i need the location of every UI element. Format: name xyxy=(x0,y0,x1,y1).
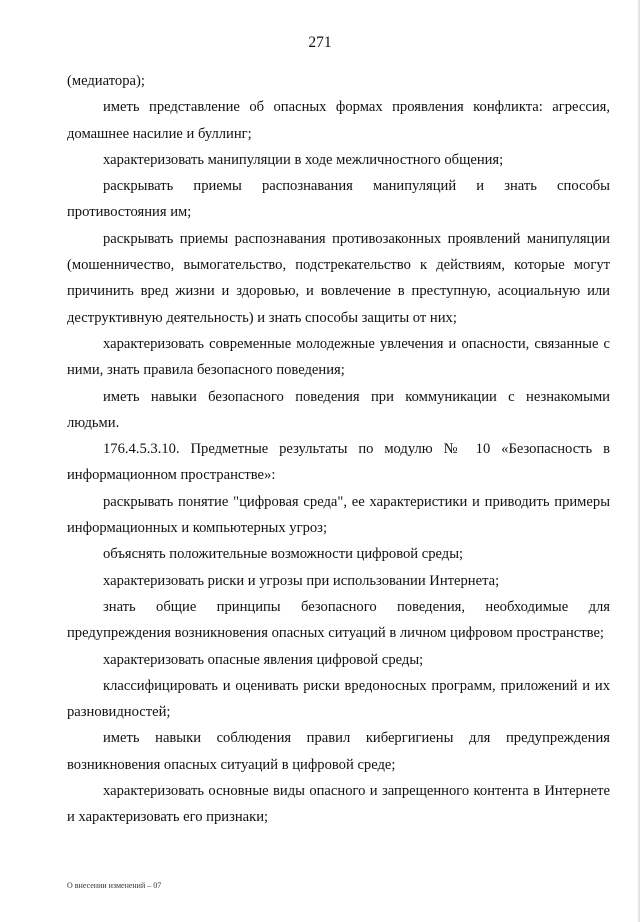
paragraph: знать общие принципы безопасного поведения, необходимые для предупреждения возникновения опасных ситуаций в личном цифровом пространстве; xyxy=(67,598,610,642)
page-footer: О внесении изменений – 07 xyxy=(67,881,162,890)
paragraph: раскрывать приемы распознавания манипуляций и знать способы противостояния им; xyxy=(67,178,610,221)
paragraph: характеризовать современные молодежные увлечения и опасности, связанные с ними, знать правила безопасного поведения; xyxy=(67,335,610,379)
paragraph: характеризовать основные виды опасного и запрещенного контента в Интернете и характеризовать его признаки; xyxy=(67,783,610,826)
paragraph: характеризовать риски и угрозы при использовании Интернета; xyxy=(103,572,500,589)
section-heading-paragraph: 176.4.5.3.10. Предметные результаты по модулю № 10 «Безопасность в информационном пространстве»: xyxy=(67,441,610,484)
paragraph: объяснять положительные возможности цифровой среды; xyxy=(103,546,464,563)
page-number: 271 xyxy=(308,34,332,51)
paragraph: классифицировать и оценивать риски вредоносных программ, приложений и их разновидностей; xyxy=(67,677,610,721)
paragraph: характеризовать опасные явления цифровой среды; xyxy=(103,651,424,668)
paragraph: раскрывать приемы распознавания противозаконных проявлений манипуляции (мошенничество, вымогательство, подстрекательство к действиям, которые могут причинить вред жизни и здоровью, и вовлечение в преступную, асоциальную или деструктивную деятельность) и знать способы защиты от них; xyxy=(67,230,610,326)
document-body xyxy=(67,68,610,831)
paragraph: иметь навыки безопасного поведения при коммуникации с незнакомыми людьми. xyxy=(67,388,610,431)
paragraph: раскрывать понятие "цифровая среда", ее характеристики и приводить примеры информационных и компьютерных угроз; xyxy=(67,493,610,537)
paragraph: характеризовать манипуляции в ходе межличностного общения; xyxy=(103,151,504,168)
paragraph: иметь представление об опасных формах проявления конфликта: агрессия, домашнее насилие и буллинг; xyxy=(67,99,610,142)
paragraph: (медиатора); xyxy=(67,73,145,89)
paragraph: иметь навыки соблюдения правил кибергигиены для предупреждения возникновения опасных ситуаций в цифровой среде; xyxy=(67,730,610,773)
